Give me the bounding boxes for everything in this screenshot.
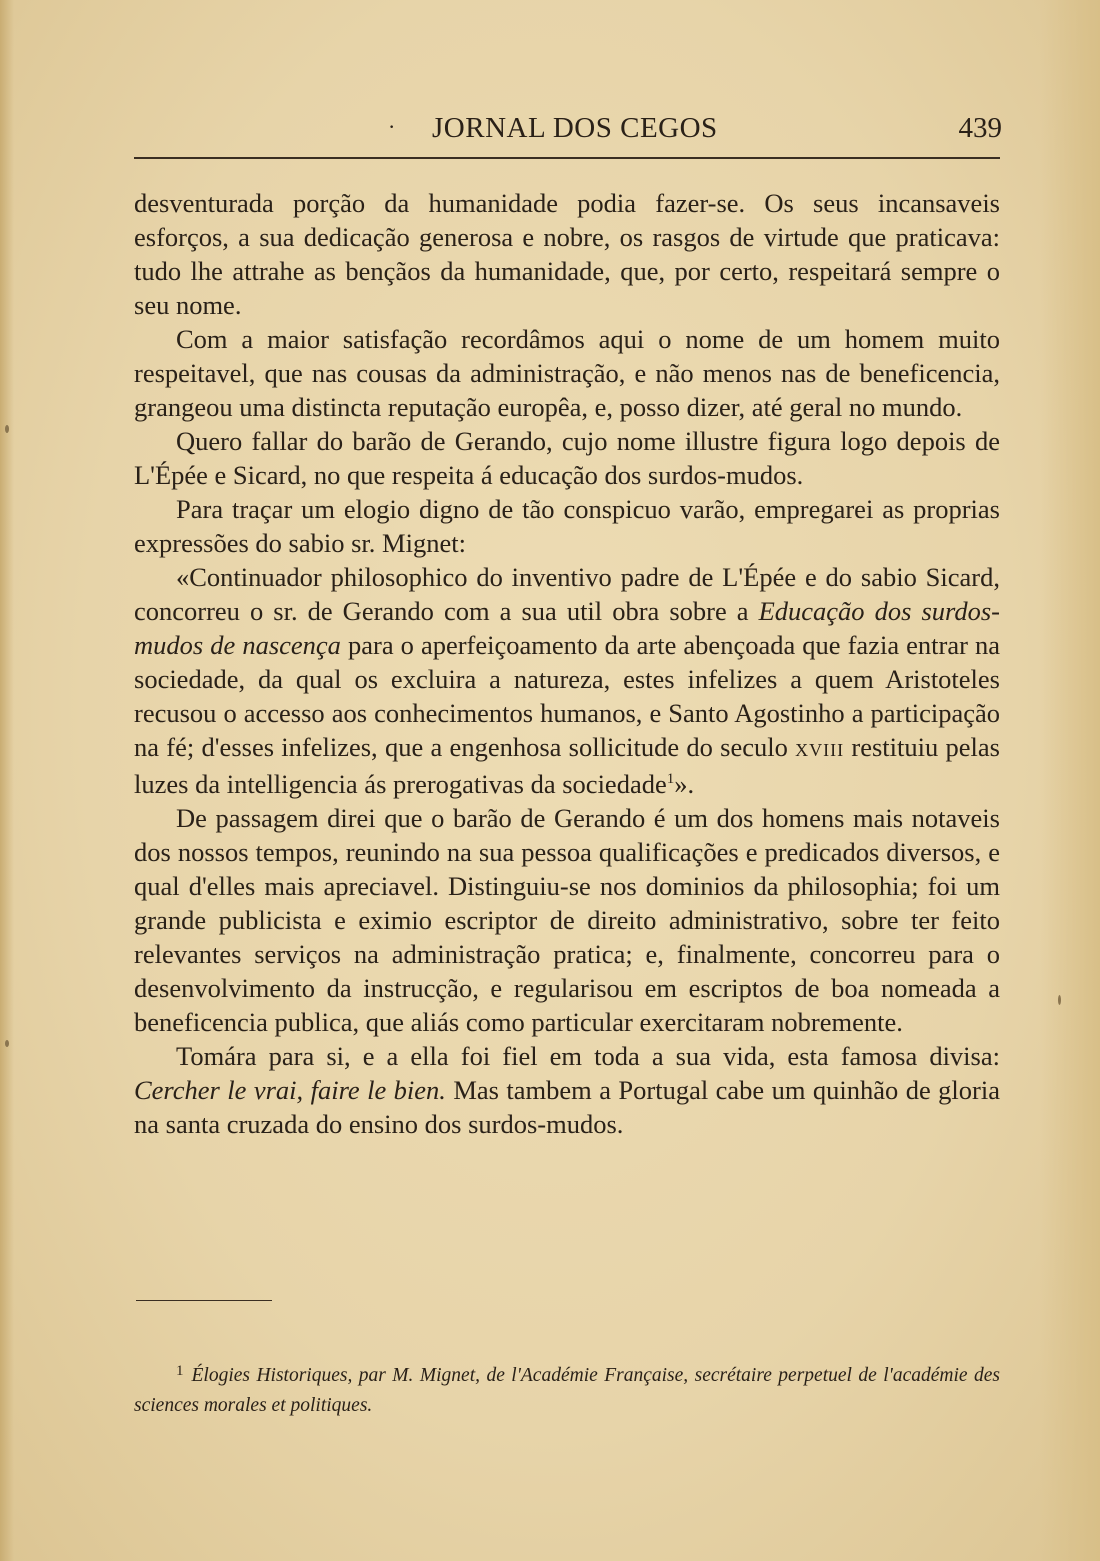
paragraph-4: Para traçar um elogio digno de tão conspicuo varão, empregarei as proprias expressões do sabio sr. Mignet:	[134, 494, 1000, 558]
paper-edge-right	[1040, 0, 1100, 1561]
quote-paragraph	[134, 560, 1000, 801]
quote-book-title: Educação dos surdos-mudos de nascença	[134, 596, 1000, 660]
header-rule	[134, 157, 1000, 159]
quote-century: XVIII	[795, 740, 845, 760]
quote-text-3: restituiu pelas luzes da intelligencia ás prerogativas da sociedade	[134, 732, 1000, 799]
running-title: JORNAL DOS CEGOS	[432, 112, 718, 144]
footnote-mark: 1	[176, 1363, 184, 1379]
paragraph-passagem: De passagem direi que o barão de Gerando é um dos homens mais notaveis dos nossos tempos, reunindo na sua pessoa qualificações e predicados diversos, e qual d'elles mais apreciavel. Distinguiu-se nos dominios da philosophia; foi um grande publicista e eximio escriptor de direito administrativo, sobre ter feito relevantes serviços na administração pratica; e, finalmente, concorreu para o desenvolvimento da instrucção, e regularisou em escriptos de boa nomeada a beneficencia publica, que aliás como particular exercitaram nobremente.	[134, 803, 1000, 1037]
motto: Cercher le vrai, faire le bien.	[134, 1075, 446, 1105]
last-text-1: Tomára para si, e a ella foi fiel em toda a sua vida, esta famosa divisa:	[176, 1041, 1000, 1071]
paragraph-last	[134, 1039, 1000, 1141]
page-number: 439	[958, 112, 1002, 144]
footnote	[134, 1356, 1000, 1421]
page-header	[134, 112, 1002, 152]
footnote-rule	[136, 1300, 272, 1301]
paragraph-2: Com a maior satisfação recordâmos aqui o nome de um homem muito respeitavel, que nas cousas da administração, e não menos nas de beneficencia, grangeou uma distincta reputação europêa, e, posso dizer, até geral no mundo.	[134, 324, 1000, 422]
last-text-2: Mas tambem a Portugal cabe um quinhão de gloria na santa cruzada do ensino dos surdos-mudos.	[134, 1075, 1000, 1139]
paragraph-3: Quero fallar do barão de Gerando, cujo nome illustre figura logo depois de L'Épée e Sicard, no que respeita á educação dos surdos-mudos.	[134, 426, 1000, 490]
header-dot: ·	[388, 114, 396, 139]
paper-speck	[1058, 995, 1061, 1005]
body-text	[134, 186, 1000, 1141]
footnote-reference[interactable]: 1	[666, 771, 675, 787]
paper-edge-left	[0, 0, 14, 1561]
paper-speck	[5, 1040, 9, 1047]
quote-text-2: para o aperfeiçoamento da arte abençoada que fazia entrar na sociedade, da qual os excluira a natureza, estes infelizes a quem Aristoteles recusou o accesso aos conhecimentos humanos, e Santo Agostinho a participação na fé; d'esses infelizes, que a engenhosa sollicitude do seculo	[134, 630, 1000, 762]
quote-text-1: «Continuador philosophico do inventivo padre de L'Épée e do sabio Sicard, concorreu o sr. de Gerando com a sua util obra sobre a	[134, 562, 1000, 626]
quote-text-4: ».	[674, 769, 695, 799]
paragraph-1: desventurada porção da humanidade podia fazer-se. Os seus incansaveis esforços, a sua dedicação generosa e nobre, os rasgos de virtude que praticava: tudo lhe attrahe as bençãos da humanidade, que, por certo, respeitará sempre o seu nome.	[134, 188, 1000, 320]
footnote-text: Élogies Historiques, par M. Mignet, de l'Académie Française, secrétaire perpetuel de l'académie des sciences morales et politiques.	[134, 1365, 1000, 1416]
paper-speck	[5, 425, 9, 433]
